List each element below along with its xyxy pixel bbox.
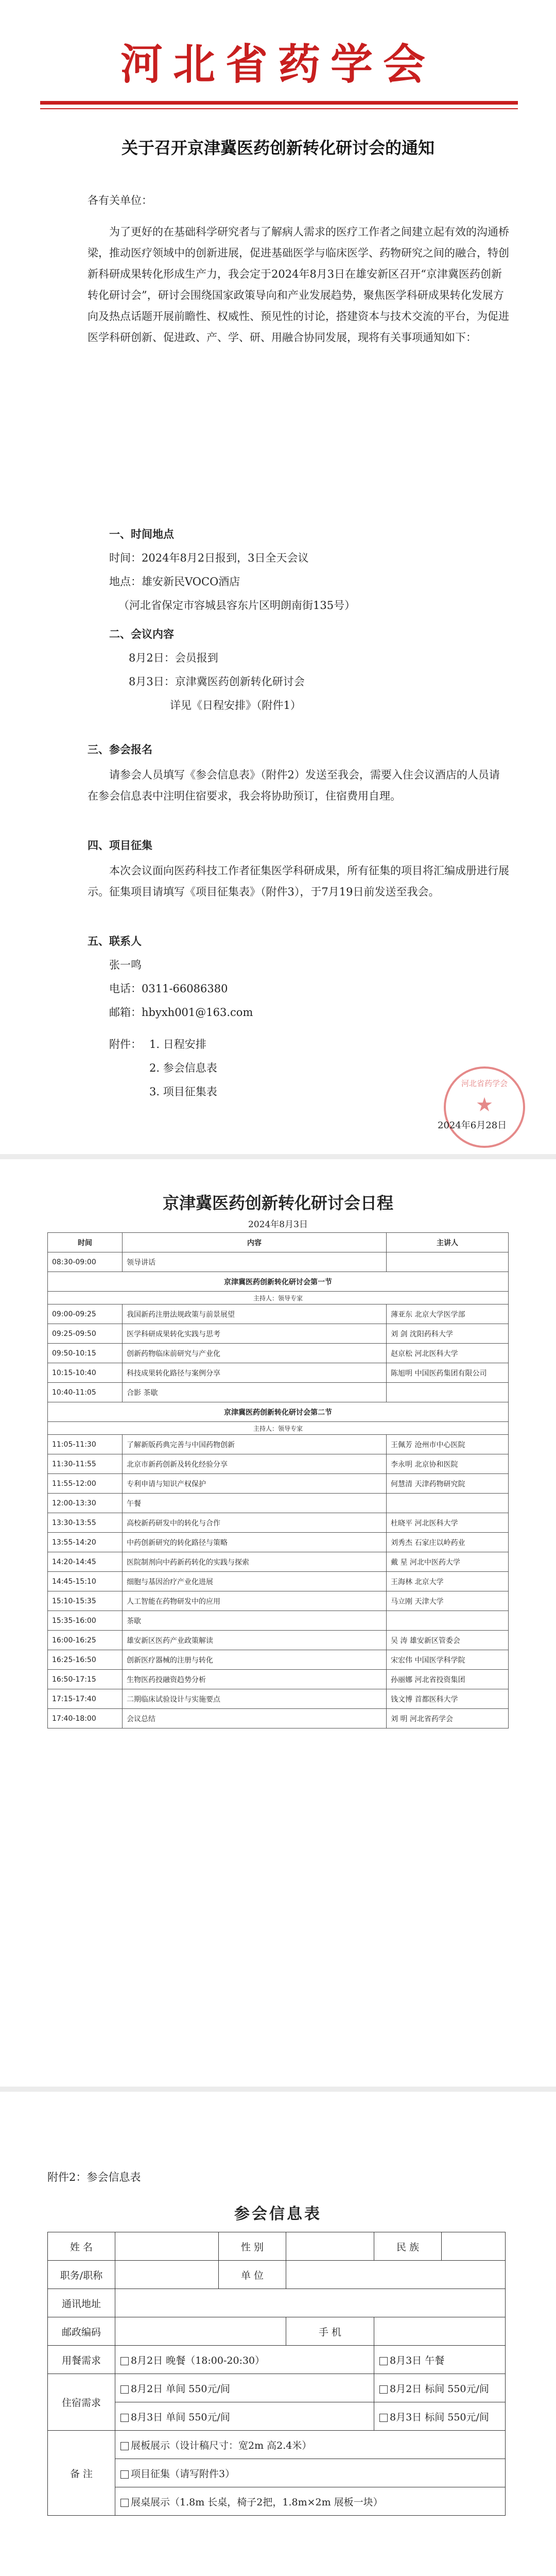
content-cell: 二期临床试验设计与实施要点 — [123, 1689, 387, 1709]
content-cell: 专利申请与知识产权保护 — [123, 1474, 387, 1494]
session-host: 主持人：领导专家 — [48, 1422, 509, 1435]
content-cell: 雄安新区医药产业政策解读 — [123, 1631, 387, 1650]
speaker-cell: 薄亚东 北京大学医学部 — [387, 1304, 509, 1324]
checkbox[interactable] — [379, 2385, 388, 2394]
content-cell: 生物医药投融资趋势分析 — [123, 1670, 387, 1689]
speaker-cell: 陈旭明 中国医药集团有限公司 — [387, 1363, 509, 1383]
section-contact: 五、联系人 — [88, 935, 142, 947]
hotel-option-4[interactable] — [374, 2402, 506, 2431]
content-cell: 会议总结 — [123, 1709, 387, 1728]
checkbox[interactable] — [120, 2470, 129, 2479]
section-projects: 四、项目征集 — [88, 839, 152, 852]
remark-option-2[interactable] — [115, 2459, 506, 2487]
schedule-row — [48, 1650, 509, 1670]
header-speaker: 主讲人 — [387, 1233, 509, 1252]
form-row — [48, 2346, 506, 2374]
red-rule-thin — [40, 108, 518, 109]
time-cell: 12:00-13:30 — [48, 1494, 123, 1513]
meal-option-2[interactable] — [374, 2346, 506, 2374]
speaker-cell: 钱文博 首都医科大学 — [387, 1689, 509, 1709]
seal-text: 河北省药学会 — [461, 1079, 508, 1088]
checkbox[interactable] — [120, 2385, 129, 2394]
time-cell: 13:30-13:55 — [48, 1513, 123, 1533]
content-cell: 领导讲话 — [123, 1252, 387, 1272]
content-cell: 我国新药注册法规政策与前景展望 — [123, 1304, 387, 1324]
schedule-row — [48, 1435, 509, 1454]
content-cell: 科技成果转化路径与案例分享 — [123, 1363, 387, 1383]
checkbox[interactable] — [120, 2442, 129, 2450]
content-cell: 合影 茶歇 — [123, 1383, 387, 1402]
contact-phone: 电话：0311-66086380 — [109, 982, 228, 995]
hotel-option-3-label: 8月3日 单间 550元/间 — [131, 2411, 230, 2423]
hotel-option-1-label: 8月2日 单间 550元/间 — [131, 2383, 230, 2395]
schedule-row — [48, 1513, 509, 1533]
address-field[interactable] — [115, 2289, 506, 2317]
time-cell: 16:50-17:15 — [48, 1670, 123, 1689]
schedule-header-row — [48, 1233, 509, 1252]
label-address: 通讯地址 — [48, 2289, 115, 2317]
form-row — [48, 2261, 506, 2289]
speaker-cell — [387, 1383, 509, 1402]
form-title: 参会信息表 — [234, 2205, 322, 2223]
schedule-table — [47, 1232, 509, 1728]
schedule-row — [48, 1304, 509, 1324]
time-cell: 16:00-16:25 — [48, 1631, 123, 1650]
attachments-label: 附件： — [109, 1038, 142, 1050]
schedule-row — [48, 1494, 509, 1513]
speaker-cell: 宋宏伟 中国医学科学院 — [387, 1650, 509, 1670]
section-time-place: 一、时间地点 — [109, 528, 174, 540]
speaker-cell: 杜晓平 河北医科大学 — [387, 1513, 509, 1533]
time-cell: 10:15-10:40 — [48, 1363, 123, 1383]
session-host: 主持人：领导专家 — [48, 1292, 509, 1304]
checkbox[interactable] — [120, 2414, 129, 2422]
issue-date: 2024年6月28日 — [438, 1120, 507, 1131]
content-cell: 了解新版药典完善与中国药物创新 — [123, 1435, 387, 1454]
checkbox[interactable] — [120, 2357, 129, 2365]
remark-option-1-label: 展板展示（设计稿尺寸：宽2m 高2.4米） — [131, 2439, 312, 2451]
time-cell: 11:55-12:00 — [48, 1474, 123, 1494]
page-separator — [0, 1154, 556, 1159]
seal-star-icon: ★ — [475, 1093, 494, 1116]
speaker-cell: 王海林 北京大学 — [387, 1572, 509, 1591]
hotel-option-1[interactable] — [115, 2374, 374, 2402]
salutation: 各有关单位： — [88, 194, 152, 207]
content-cell: 人工智能在药物研发中的应用 — [123, 1591, 387, 1611]
intro-text: 为了更好的在基础科学研究者与了解病人需求的医疗工作者之间建立起有效的沟通桥梁，推动医疗领域中的创新进展，促进基础医学与临床医学、药物研究之间的融合，特创新科研成果转化形成生产力，我会定于2024年8月3日在雄安新区召开“京津冀医药创新转化研讨会”，研讨会围绕国家政策导向和产业发展趋势，聚焦医学科研成果转化发展方向及热点话题开展前瞻性、权威性、预见性的讨论，搭建资本与技术交流的平台，为促进医学科研创新、促进政、产、学、研、用融合协同发展，现将有关事项通知如下： — [88, 226, 509, 344]
speaker-cell: 刘 剑 沈阳药科大学 — [387, 1324, 509, 1344]
projects-text: 本次会议面向医药科技工作者征集医学科研成果，所有征集的项目将汇编成册进行展示。征集项目请填写《项目征集表》（附件3），于7月19日前发送至我会。 — [88, 865, 509, 898]
remark-option-3-label: 展桌展示（1.8m 长桌，椅子2把，1.8m×2m 展板一块） — [131, 2496, 383, 2508]
meeting-time: 时间：2024年8月2日报到，3日全天会议 — [109, 552, 309, 564]
label-ethnic: 民 族 — [374, 2232, 442, 2261]
registration-paragraph — [88, 765, 510, 807]
schedule-row — [48, 1670, 509, 1689]
label-remark: 备 注 — [48, 2431, 115, 2516]
content-cell: 中药创新研究的转化路径与策略 — [123, 1533, 387, 1552]
time-cell: 09:25-09:50 — [48, 1324, 123, 1344]
session-heading: 京津冀医药创新转化研讨会第二节 — [48, 1402, 509, 1422]
association-banner: 河北省药学会 — [120, 40, 436, 89]
speaker-cell: 王佩芳 沧州市中心医院 — [387, 1435, 509, 1454]
time-cell: 11:30-11:55 — [48, 1454, 123, 1474]
schedule-row — [48, 1631, 509, 1650]
form-row — [48, 2459, 506, 2487]
time-cell: 16:25-16:50 — [48, 1650, 123, 1670]
content-cell: 高校新药研发中的转化与合作 — [123, 1513, 387, 1533]
speaker-cell: 吴 涛 雄安新区管委会 — [387, 1631, 509, 1650]
schedule-row — [48, 1474, 509, 1494]
notice-title: 关于召开京津冀医药创新转化研讨会的通知 — [121, 138, 435, 158]
schedule-row — [48, 1572, 509, 1591]
label-mobile: 手 机 — [286, 2317, 374, 2346]
form-row — [48, 2317, 506, 2346]
schedule-row — [48, 1324, 509, 1344]
schedule-row — [48, 1709, 509, 1728]
content-cell: 医学科研成果转化实践与思考 — [123, 1324, 387, 1344]
time-cell: 09:00-09:25 — [48, 1304, 123, 1324]
registration-form-page — [0, 2092, 556, 2576]
content-day2: 8月3日：京津冀医药创新转化研讨会 — [129, 675, 305, 688]
content-schedule-ref: 详见《日程安排》（附件1） — [170, 699, 301, 711]
contact-name: 张一鸣 — [109, 959, 142, 971]
time-cell: 13:55-14:20 — [48, 1533, 123, 1552]
schedule-row — [48, 1533, 509, 1552]
label-unit: 单 位 — [219, 2261, 286, 2289]
postcode-field[interactable] — [115, 2317, 286, 2346]
speaker-cell: 何慧清 天津药物研究院 — [387, 1474, 509, 1494]
checkbox[interactable] — [120, 2499, 129, 2507]
time-cell: 17:40-18:00 — [48, 1709, 123, 1728]
hotel-option-2-label: 8月2日 标间 550元/间 — [390, 2383, 489, 2395]
schedule-row — [48, 1363, 509, 1383]
time-cell: 14:20-14:45 — [48, 1552, 123, 1572]
label-name: 姓 名 — [48, 2232, 115, 2261]
meeting-address: （河北省保定市容城县容东片区明朗南街135号） — [118, 599, 356, 612]
schedule-row — [48, 1689, 509, 1709]
label-duty: 职务/职称 — [48, 2261, 115, 2289]
form-row — [48, 2487, 506, 2516]
schedule-row — [48, 1383, 509, 1402]
schedule-row — [48, 1611, 509, 1631]
content-cell: 茶歇 — [123, 1611, 387, 1631]
form-row — [48, 2374, 506, 2402]
session-heading: 京津冀医药创新转化研讨会第一节 — [48, 1272, 509, 1292]
unit-field[interactable] — [286, 2261, 506, 2289]
schedule-row — [48, 1292, 509, 1304]
registration-text: 请参会人员填写《参会信息表》（附件2）发送至我会，需要入住会议酒店的人员请在参会信息表中注明住宿要求，我会将协助预订，住宿费用自理。 — [88, 769, 500, 802]
label-gender: 性 别 — [219, 2232, 286, 2261]
attachment-2-heading: 附件2：参会信息表 — [47, 2171, 141, 2183]
schedule-row — [48, 1422, 509, 1435]
time-cell: 15:10-15:35 — [48, 1591, 123, 1611]
notice-page — [0, 0, 556, 1154]
gender-field[interactable] — [286, 2232, 374, 2261]
label-hotel: 住宿需求 — [48, 2374, 115, 2431]
schedule-page — [0, 1159, 556, 2087]
projects-paragraph — [88, 860, 510, 903]
speaker-cell: 刘 明 河北省药学会 — [387, 1709, 509, 1728]
schedule-title: 京津冀医药创新转化研讨会日程 — [162, 1193, 393, 1213]
speaker-cell: 孙丽娜 河北省投资集团 — [387, 1670, 509, 1689]
label-postcode: 邮政编码 — [48, 2317, 115, 2346]
content-cell: 创新药物临床前研究与产业化 — [123, 1344, 387, 1363]
checkbox[interactable] — [379, 2414, 388, 2422]
content-day1: 8月2日：会员报到 — [129, 652, 218, 664]
form-row — [48, 2232, 506, 2261]
meeting-place: 地点：雄安新民VOCO酒店 — [109, 575, 240, 588]
speaker-cell — [387, 1494, 509, 1513]
content-cell: 创新医疗器械的注册与转化 — [123, 1650, 387, 1670]
name-field[interactable] — [115, 2232, 219, 2261]
content-cell: 细胞与基因治疗产业化进展 — [123, 1572, 387, 1591]
section-registration: 三、参会报名 — [88, 743, 152, 756]
schedule-row — [48, 1454, 509, 1474]
section-content: 二、会议内容 — [109, 628, 174, 640]
meal-option-1[interactable] — [115, 2346, 374, 2374]
contact-email: 邮箱：hbyxh001@163.com — [109, 1006, 253, 1019]
official-seal — [444, 1066, 525, 1148]
label-meal: 用餐需求 — [48, 2346, 115, 2374]
schedule-row — [48, 1591, 509, 1611]
remark-option-1[interactable] — [115, 2431, 506, 2459]
time-cell: 10:40-11:05 — [48, 1383, 123, 1402]
form-row — [48, 2431, 506, 2459]
schedule-row — [48, 1552, 509, 1572]
checkbox[interactable] — [379, 2357, 388, 2365]
schedule-row — [48, 1344, 509, 1363]
mobile-field[interactable] — [374, 2317, 506, 2346]
form-row — [48, 2402, 506, 2431]
time-cell: 17:15-17:40 — [48, 1689, 123, 1709]
schedule-row — [48, 1272, 509, 1292]
content-cell: 午餐 — [123, 1494, 387, 1513]
attachment-3[interactable]: 3. 项目征集表 — [149, 1086, 217, 1098]
schedule-row — [48, 1252, 509, 1272]
red-rule-thick — [40, 101, 518, 105]
speaker-cell — [387, 1611, 509, 1631]
form-row — [48, 2289, 506, 2317]
hotel-option-4-label: 8月3日 标间 550元/间 — [390, 2411, 489, 2423]
time-cell: 15:35-16:00 — [48, 1611, 123, 1631]
content-cell: 北京市新药创新及转化经验分享 — [123, 1454, 387, 1474]
ethnic-field[interactable] — [442, 2232, 506, 2261]
attachment-1[interactable]: 1. 日程安排 — [149, 1038, 206, 1050]
hotel-option-2[interactable] — [374, 2374, 506, 2402]
schedule-date: 2024年8月3日 — [248, 1219, 308, 1230]
speaker-cell — [387, 1252, 509, 1272]
time-cell: 11:05-11:30 — [48, 1435, 123, 1454]
speaker-cell: 李永明 北京协和医院 — [387, 1454, 509, 1474]
speaker-cell: 马立刚 天津大学 — [387, 1591, 509, 1611]
registration-form — [47, 2232, 506, 2516]
schedule-row — [48, 1402, 509, 1422]
time-cell: 14:45-15:10 — [48, 1572, 123, 1591]
page-separator — [0, 2087, 556, 2092]
intro-paragraph — [88, 222, 510, 348]
remark-option-3[interactable] — [115, 2487, 506, 2516]
speaker-cell: 戴 星 河北中医药大学 — [387, 1552, 509, 1572]
speaker-cell: 刘秀杰 石家庄以岭药业 — [387, 1533, 509, 1552]
speaker-cell: 赵京松 河北医科大学 — [387, 1344, 509, 1363]
content-cell: 医院制剂向中药新药转化的实践与探索 — [123, 1552, 387, 1572]
header-content: 内容 — [123, 1233, 387, 1252]
header-time: 时间 — [48, 1233, 123, 1252]
duty-field[interactable] — [115, 2261, 219, 2289]
time-cell: 08:30-09:00 — [48, 1252, 123, 1272]
meal-option-1-label: 8月2日 晚餐（18:00-20:30） — [131, 2354, 265, 2366]
time-cell: 09:50-10:15 — [48, 1344, 123, 1363]
hotel-option-3[interactable] — [115, 2402, 374, 2431]
remark-option-2-label: 项目征集（请写附件3） — [131, 2468, 235, 2480]
meal-option-2-label: 8月3日 午餐 — [390, 2354, 445, 2366]
attachment-2[interactable]: 2. 参会信息表 — [149, 1062, 217, 1074]
